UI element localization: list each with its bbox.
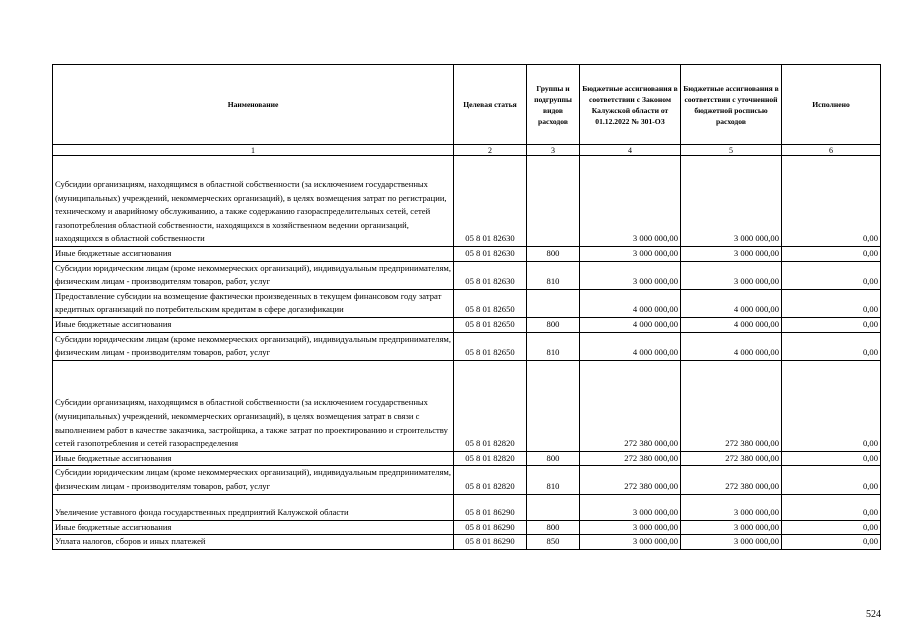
row-group-code: 800 [527, 520, 580, 535]
row-executed-amount: 0,00 [782, 520, 881, 535]
row-refined-amount: 4 000 000,00 [681, 317, 782, 332]
row-executed-amount: 0,00 [782, 317, 881, 332]
row-refined-amount: 4 000 000,00 [681, 332, 782, 360]
row-refined-amount: 272 380 000,00 [681, 360, 782, 451]
row-refined-amount: 272 380 000,00 [681, 451, 782, 466]
column-number: 5 [681, 145, 782, 156]
row-law-amount: 3 000 000,00 [580, 494, 681, 520]
row-executed-amount: 0,00 [782, 156, 881, 247]
row-target-code: 05 8 01 82650 [454, 332, 527, 360]
row-law-amount: 3 000 000,00 [580, 535, 681, 550]
header-group: Группы и подгруппы видов расходов [527, 65, 580, 145]
row-refined-amount: 3 000 000,00 [681, 494, 782, 520]
row-name: Субсидии юридическим лицам (кроме некоммерческих организаций), индивидуальным предпринимателям, физическим лицам - производителям товаров, работ, услуг [53, 261, 454, 289]
row-refined-amount: 3 000 000,00 [681, 247, 782, 262]
row-group-code: 810 [527, 466, 580, 494]
row-group-code [527, 289, 580, 317]
row-name: Иные бюджетные ассигнования [53, 451, 454, 466]
row-executed-amount: 0,00 [782, 360, 881, 451]
table-row [53, 332, 881, 360]
row-target-code: 05 8 01 86290 [454, 535, 527, 550]
row-law-amount: 3 000 000,00 [580, 156, 681, 247]
row-group-code [527, 360, 580, 451]
header-executed: Исполнено [782, 65, 881, 145]
column-number: 6 [782, 145, 881, 156]
row-law-amount: 4 000 000,00 [580, 332, 681, 360]
row-law-amount: 272 380 000,00 [580, 466, 681, 494]
table-row [53, 289, 881, 317]
row-law-amount: 3 000 000,00 [580, 261, 681, 289]
row-group-code: 800 [527, 247, 580, 262]
row-refined-amount: 272 380 000,00 [681, 466, 782, 494]
row-group-code: 810 [527, 332, 580, 360]
row-law-amount: 3 000 000,00 [580, 247, 681, 262]
row-group-code: 810 [527, 261, 580, 289]
row-group-code: 800 [527, 451, 580, 466]
row-executed-amount: 0,00 [782, 466, 881, 494]
row-target-code: 05 8 01 82650 [454, 289, 527, 317]
row-target-code: 05 8 01 82630 [454, 247, 527, 262]
row-name: Иные бюджетные ассигнования [53, 247, 454, 262]
row-executed-amount: 0,00 [782, 261, 881, 289]
row-law-amount: 272 380 000,00 [580, 360, 681, 451]
table-header-row [53, 65, 881, 145]
row-law-amount: 272 380 000,00 [580, 451, 681, 466]
row-name: Уплата налогов, сборов и иных платежей [53, 535, 454, 550]
row-name: Иные бюджетные ассигнования [53, 317, 454, 332]
budget-table [52, 64, 881, 550]
row-group-code: 850 [527, 535, 580, 550]
table-row [53, 466, 881, 494]
row-target-code: 05 8 01 82650 [454, 317, 527, 332]
row-name: Субсидии организациям, находящимся в областной собственности (за исключением государственных (муниципальных) учреждений, некоммерческих организаций), в целях возмещения затрат по регистрации, техническому и аварийному обслуживанию, а также содержанию газораспределительных сетей, сетей газопотребления областной собственности, находящихся в хозяйственном ведении организаций, находящихся в областной собственности [53, 156, 454, 247]
row-law-amount: 4 000 000,00 [580, 317, 681, 332]
row-executed-amount: 0,00 [782, 289, 881, 317]
row-name: Субсидии юридическим лицам (кроме некоммерческих организаций), индивидуальным предпринимателям, физическим лицам - производителям товаров, работ, услуг [53, 466, 454, 494]
row-target-code: 05 8 01 82630 [454, 261, 527, 289]
column-number: 2 [454, 145, 527, 156]
row-executed-amount: 0,00 [782, 535, 881, 550]
header-target: Целевая статья [454, 65, 527, 145]
row-group-code: 800 [527, 317, 580, 332]
row-refined-amount: 3 000 000,00 [681, 261, 782, 289]
row-refined-amount: 4 000 000,00 [681, 289, 782, 317]
row-refined-amount: 3 000 000,00 [681, 156, 782, 247]
header-refined: Бюджетные ассигнования в соответствии с уточненной бюджетной росписью расходов [681, 65, 782, 145]
row-target-code: 05 8 01 82820 [454, 360, 527, 451]
row-group-code [527, 156, 580, 247]
row-name: Субсидии организациям, находящимся в областной собственности (за исключением государственных (муниципальных) учреждений, некоммерческих организаций), в целях возмещения затрат в связи с выполнением работ в качестве заказчика, застройщика, а также затрат по проектированию и строительству сетей газопотребления и сетей газораспределения [53, 360, 454, 451]
table-row [53, 317, 881, 332]
row-executed-amount: 0,00 [782, 247, 881, 262]
row-target-code: 05 8 01 86290 [454, 494, 527, 520]
table-row [53, 247, 881, 262]
row-name: Субсидии юридическим лицам (кроме некоммерческих организаций), индивидуальным предпринимателям, физическим лицам - производителям товаров, работ, услуг [53, 332, 454, 360]
row-executed-amount: 0,00 [782, 451, 881, 466]
row-name: Увеличение уставного фонда государственных предприятий Калужской области [53, 494, 454, 520]
column-number: 1 [53, 145, 454, 156]
table-row [53, 535, 881, 550]
table-row [53, 494, 881, 520]
column-number: 4 [580, 145, 681, 156]
row-group-code [527, 494, 580, 520]
table-row [53, 156, 881, 247]
row-refined-amount: 3 000 000,00 [681, 535, 782, 550]
header-name: Наименование [53, 65, 454, 145]
row-name: Предоставление субсидии на возмещение фактически произведенных в текущем финансовом году затрат кредитных организаций по потребительским кредитам в сфере догазификации [53, 289, 454, 317]
row-executed-amount: 0,00 [782, 332, 881, 360]
table-row [53, 520, 881, 535]
table-row [53, 261, 881, 289]
column-number-row [53, 145, 881, 156]
row-target-code: 05 8 01 86290 [454, 520, 527, 535]
row-executed-amount: 0,00 [782, 494, 881, 520]
header-law: Бюджетные ассигнования в соответствии с Законом Калужской области от 01.12.2022 № 301-ОЗ [580, 65, 681, 145]
table-row [53, 360, 881, 451]
row-law-amount: 3 000 000,00 [580, 520, 681, 535]
row-refined-amount: 3 000 000,00 [681, 520, 782, 535]
row-name: Иные бюджетные ассигнования [53, 520, 454, 535]
row-target-code: 05 8 01 82630 [454, 156, 527, 247]
column-number: 3 [527, 145, 580, 156]
table-row [53, 451, 881, 466]
row-law-amount: 4 000 000,00 [580, 289, 681, 317]
row-target-code: 05 8 01 82820 [454, 451, 527, 466]
row-target-code: 05 8 01 82820 [454, 466, 527, 494]
page-number: 524 [866, 609, 881, 620]
